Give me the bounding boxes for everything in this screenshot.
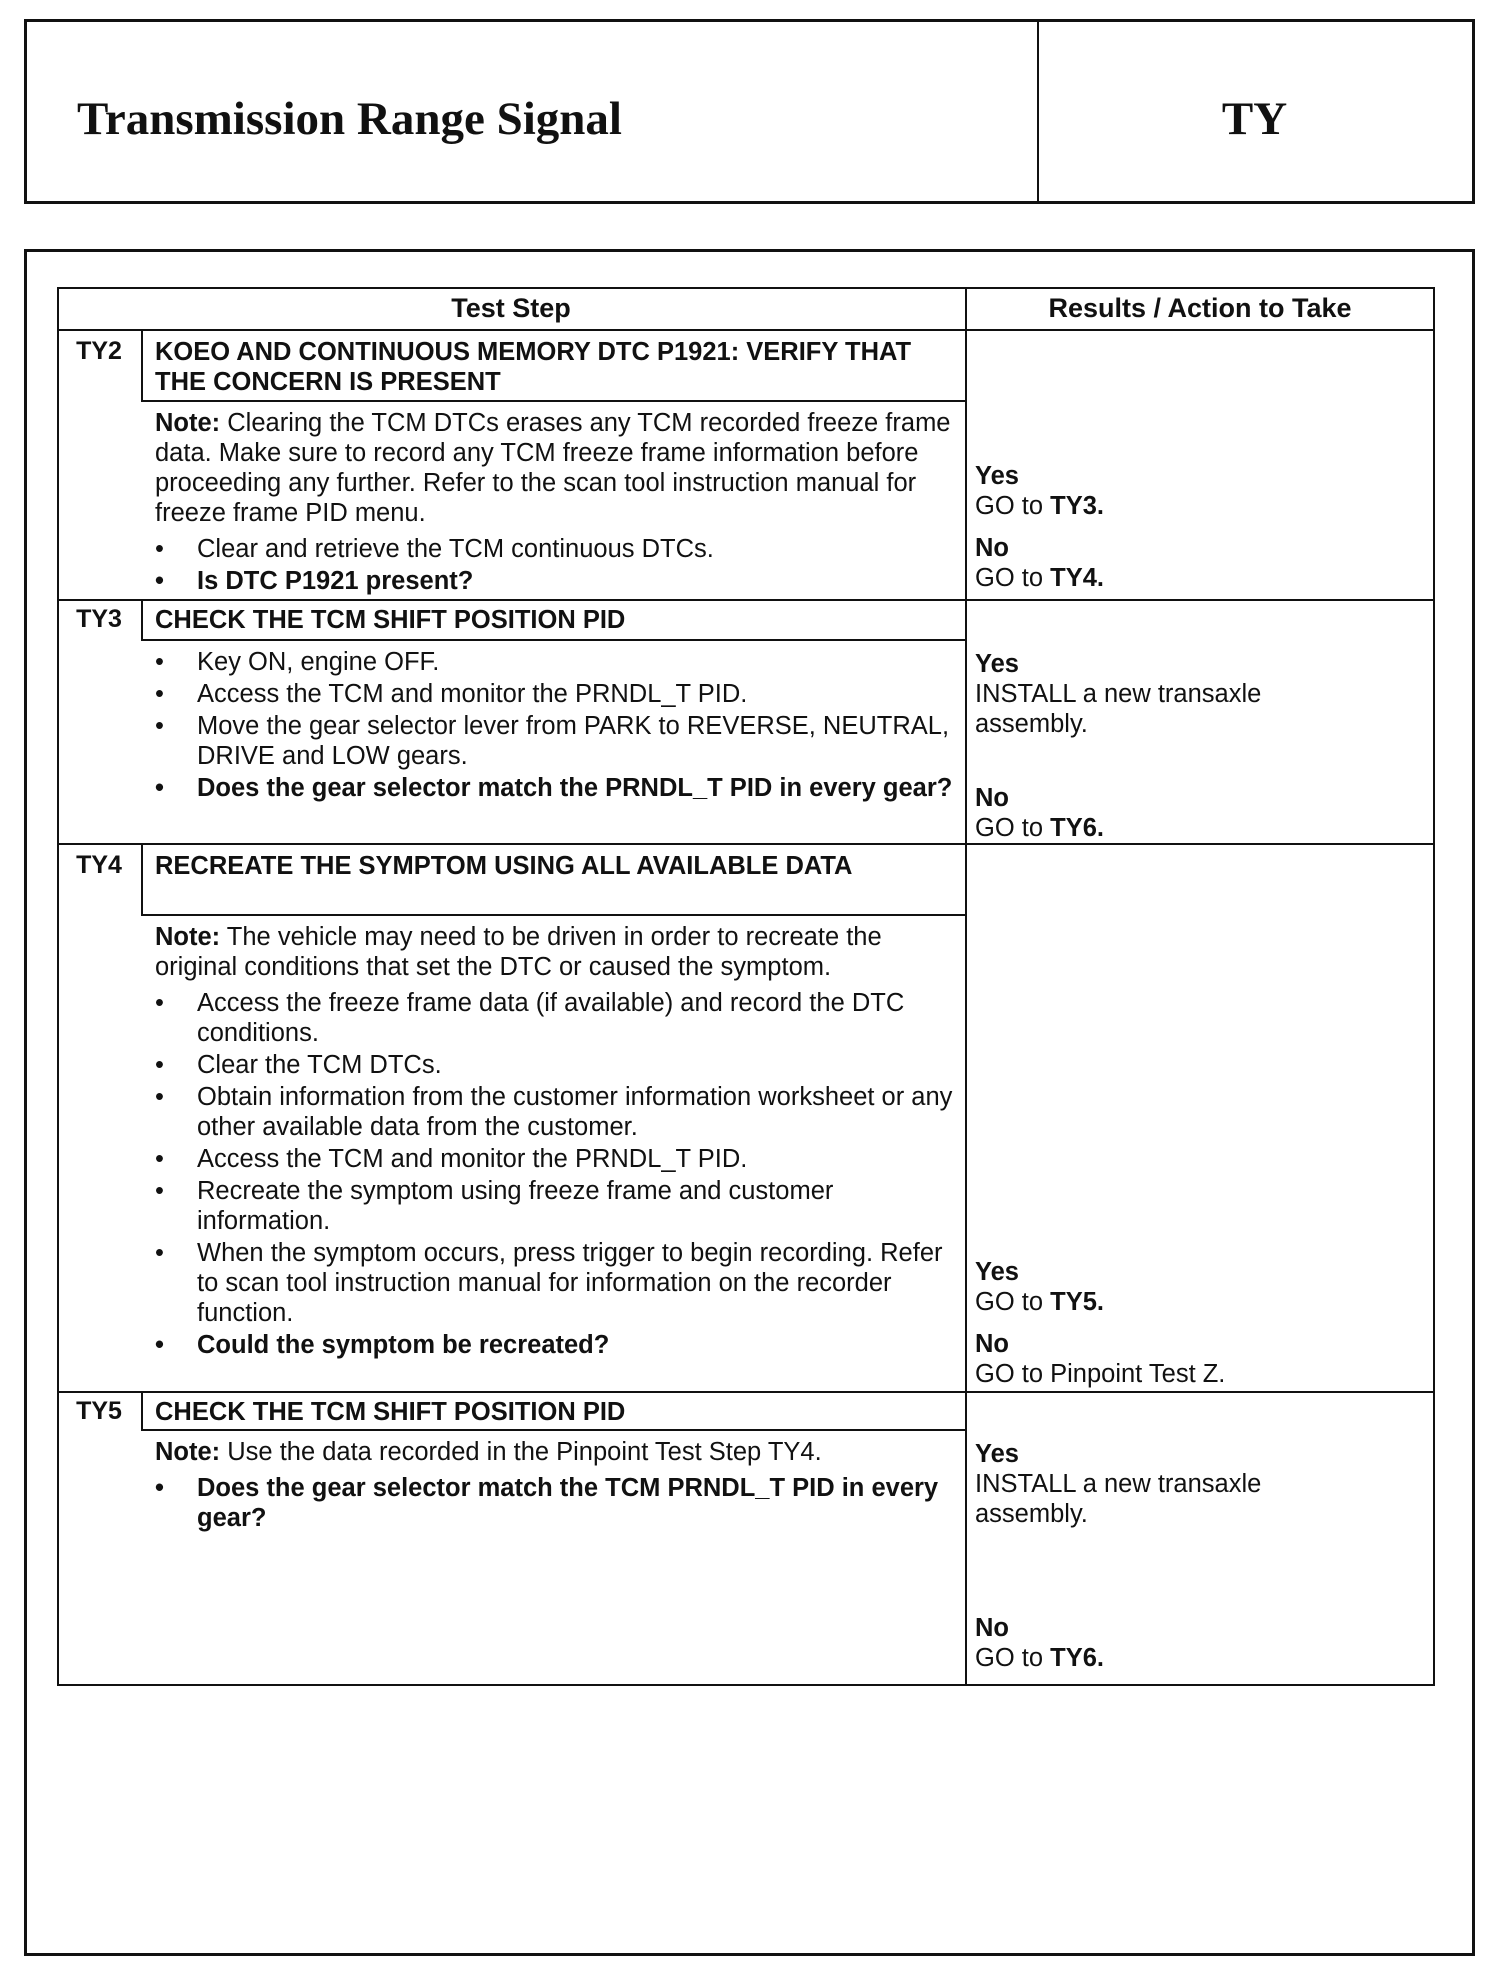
- step-id: TY5: [76, 1397, 122, 1425]
- header-box: [24, 19, 1475, 204]
- step-question: • Does the gear selector match the TCM PRNDL_T PID in every gear?: [155, 1473, 955, 1533]
- step-results: [975, 1257, 1425, 1389]
- yes-label: Yes: [975, 650, 1019, 678]
- step-bullet: • Recreate the symptom using freeze frame and customer information.: [155, 1176, 955, 1236]
- no-action: GO to: [975, 814, 1044, 842]
- step-bullet: • Clear and retrieve the TCM continuous DTCs.: [155, 534, 955, 564]
- step-title: CHECK THE TCM SHIFT POSITION PID: [155, 1398, 626, 1426]
- step-results: [975, 649, 1425, 843]
- yes-label: Yes: [975, 462, 1019, 490]
- no-action-link[interactable]: GO to Pinpoint Test Z.: [975, 1360, 1226, 1388]
- step-bullet: • When the symptom occurs, press trigger to begin recording. Refer to scan tool instruction manual for information on the recorder function.: [155, 1238, 955, 1328]
- step-title: RECREATE THE SYMPTOM USING ALL AVAILABLE DATA: [155, 852, 853, 880]
- no-label: No: [975, 1614, 1009, 1642]
- step-body: [155, 922, 955, 1362]
- yes-target-link[interactable]: TY5.: [1050, 1288, 1104, 1316]
- step-title: CHECK THE TCM SHIFT POSITION PID: [155, 606, 626, 634]
- step-body: [155, 408, 955, 598]
- yes-target-link[interactable]: TY3.: [1050, 492, 1104, 520]
- yes-label: Yes: [975, 1440, 1019, 1468]
- note-label: Note:: [155, 409, 221, 437]
- no-action: GO to: [975, 1644, 1044, 1672]
- step-question: • Is DTC P1921 present?: [155, 566, 955, 596]
- step-body: [155, 1437, 955, 1535]
- step-note: Use the data recorded in the Pinpoint Test Step TY4.: [227, 1438, 822, 1466]
- step-bullet: • Access the TCM and monitor the PRNDL_T PID.: [155, 679, 955, 709]
- page-title: Transmission Range Signal: [77, 93, 622, 145]
- step-bullet: • Move the gear selector lever from PARK to REVERSE, NEUTRAL, DRIVE and LOW gears.: [155, 711, 955, 771]
- no-action: GO to: [975, 564, 1044, 592]
- step-bullet: • Access the freeze frame data (if available) and record the DTC conditions.: [155, 988, 955, 1048]
- step-body: [155, 647, 955, 805]
- section-code: TY: [1221, 93, 1288, 145]
- step-bullet: • Key ON, engine OFF.: [155, 647, 955, 677]
- step-question: • Does the gear selector match the PRNDL_T PID in every gear?: [155, 773, 955, 803]
- column-header-test-step: Test Step: [451, 292, 571, 323]
- step-note: Clearing the TCM DTCs erases any TCM recorded freeze frame data. Make sure to record any TCM freeze frame information before proceeding any further. Refer to the scan tool instruction manual for freeze frame PID menu.: [155, 409, 951, 527]
- yes-action: INSTALL a new transaxle assembly.: [975, 1470, 1262, 1528]
- yes-action: GO to: [975, 492, 1044, 520]
- step-id: TY3: [76, 605, 122, 633]
- yes-action: GO to: [975, 1288, 1044, 1316]
- step-results: [975, 461, 1425, 593]
- no-target-link[interactable]: TY4.: [1050, 564, 1104, 592]
- note-label: Note:: [155, 923, 221, 951]
- yes-label: Yes: [975, 1258, 1019, 1286]
- no-label: No: [975, 1330, 1009, 1358]
- step-bullet: • Clear the TCM DTCs.: [155, 1050, 955, 1080]
- step-results: [975, 1439, 1425, 1673]
- step-note: The vehicle may need to be driven in order to recreate the original conditions that set the DTC or caused the symptom.: [155, 923, 882, 981]
- step-bullet: • Access the TCM and monitor the PRNDL_T PID.: [155, 1144, 955, 1174]
- step-title: KOEO AND CONTINUOUS MEMORY DTC P1921: VERIFY THAT THE CONCERN IS PRESENT: [155, 338, 912, 396]
- step-bullet: • Obtain information from the customer information worksheet or any other available data from the customer.: [155, 1082, 955, 1142]
- no-label: No: [975, 784, 1009, 812]
- column-header-results: Results / Action to Take: [1048, 292, 1352, 323]
- no-target-link[interactable]: TY6.: [1050, 1644, 1104, 1672]
- step-id: TY2: [76, 337, 122, 365]
- step-id: TY4: [76, 851, 122, 879]
- step-question: • Could the symptom be recreated?: [155, 1330, 955, 1360]
- note-label: Note:: [155, 1438, 221, 1466]
- yes-action: INSTALL a new transaxle assembly.: [975, 680, 1262, 738]
- no-label: No: [975, 534, 1009, 562]
- no-target-link[interactable]: TY6.: [1050, 814, 1104, 842]
